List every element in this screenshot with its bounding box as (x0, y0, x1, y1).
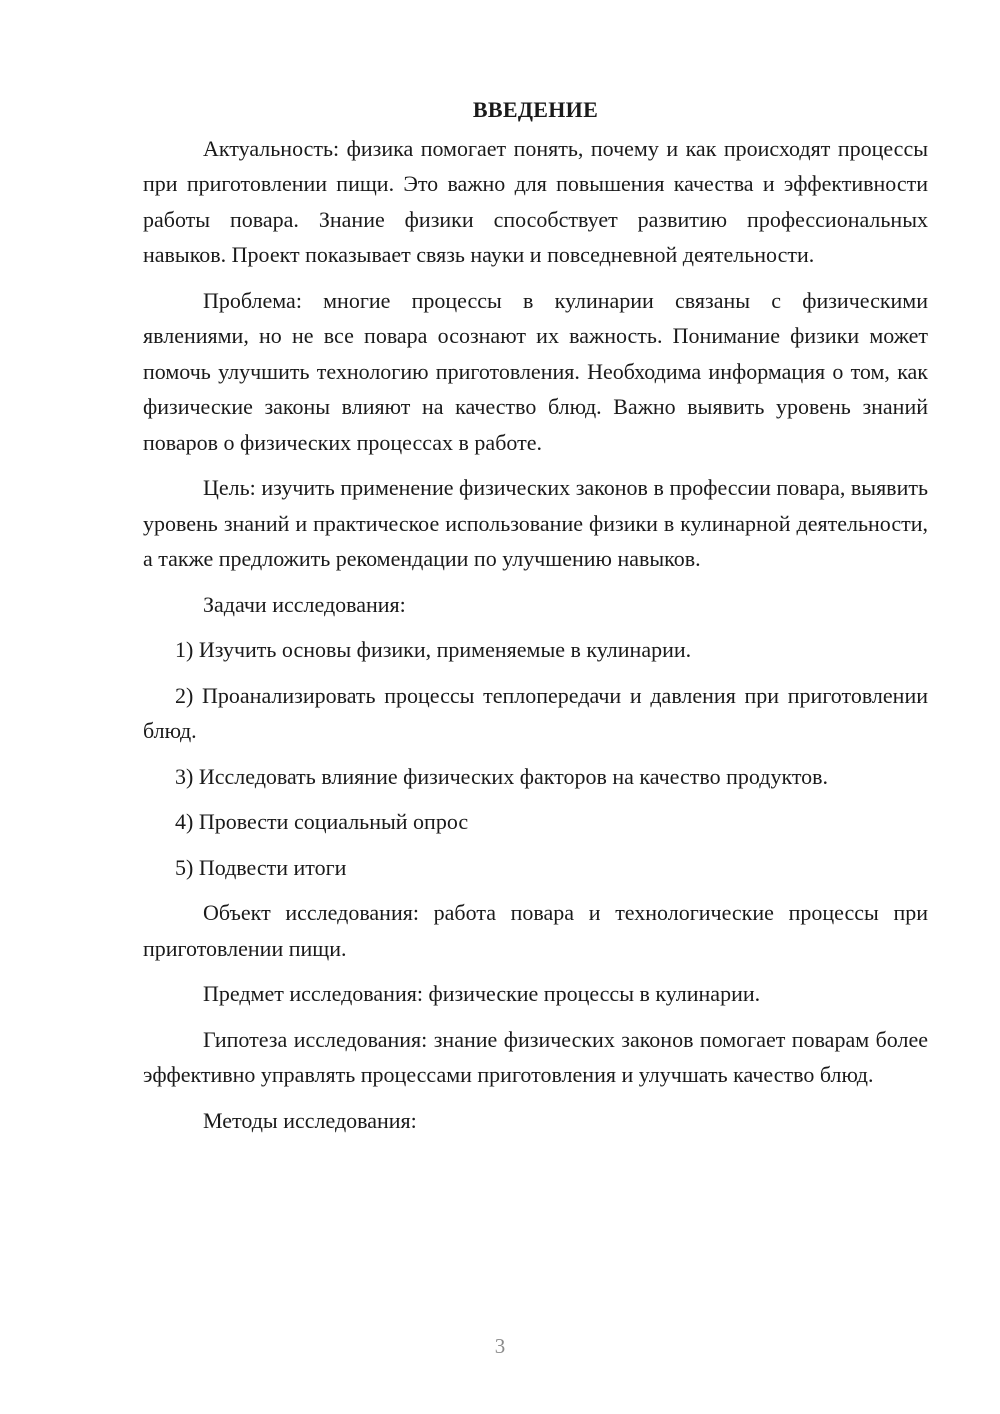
problem-paragraph: Проблема: многие процессы в кулинарии связаны с физическими явлениями, но не все повара осознают их важность. Понимание физики может помочь улучшить технологию приготовления. Необходима информация о том, как физические законы влияют на качество блюд. Важно выявить уровень знаний поваров о физических процессах в работе. (143, 287, 928, 455)
task-item-3: 3) Исследовать влияние физических факторов на качество продуктов. (175, 763, 829, 789)
task-item-1: 1) Изучить основы физики, применяемые в кулинарии. (175, 637, 692, 662)
page-number: 3 (494, 1334, 506, 1358)
section-heading: ВВЕДЕНИЕ (472, 97, 599, 122)
hypothesis-paragraph: Гипотеза исследования: знание физических законов помогает поварам более эффективно управлять процессами приготовления и улучшать качество блюд. (143, 1026, 928, 1087)
page-body (143, 92, 928, 1148)
methods-heading: Методы исследования: (203, 1107, 417, 1133)
relevance-paragraph: Актуальность: физика помогает понять, почему и как происходят процессы при приготовлении пищи. Это важно для повышения качества и эффективности работы повара. Знание физики способствует развитию профессиональных навыков. Проект показывает связь науки и повседневной деятельности. (143, 135, 928, 267)
subject-paragraph: Предмет исследования: физические процессы в кулинарии. (203, 981, 761, 1006)
object-paragraph: Объект исследования: работа повара и технологические процессы при приготовлении пищи. (143, 900, 928, 961)
task-item-5: 5) Подвести итоги (175, 854, 347, 880)
tasks-heading: Задачи исследования: (203, 591, 406, 617)
task-item-2: 2) Проанализировать процессы теплопередачи и давления при приготовлении блюд. (143, 682, 928, 743)
goal-paragraph: Цель: изучить применение физических законов в профессии повара, выявить уровень знаний и практическое использование физики в кулинарной деятельности, а также предложить рекомендации по улучшению навыков. (143, 475, 928, 571)
task-item-4: 4) Провести социальный опрос (175, 809, 469, 834)
